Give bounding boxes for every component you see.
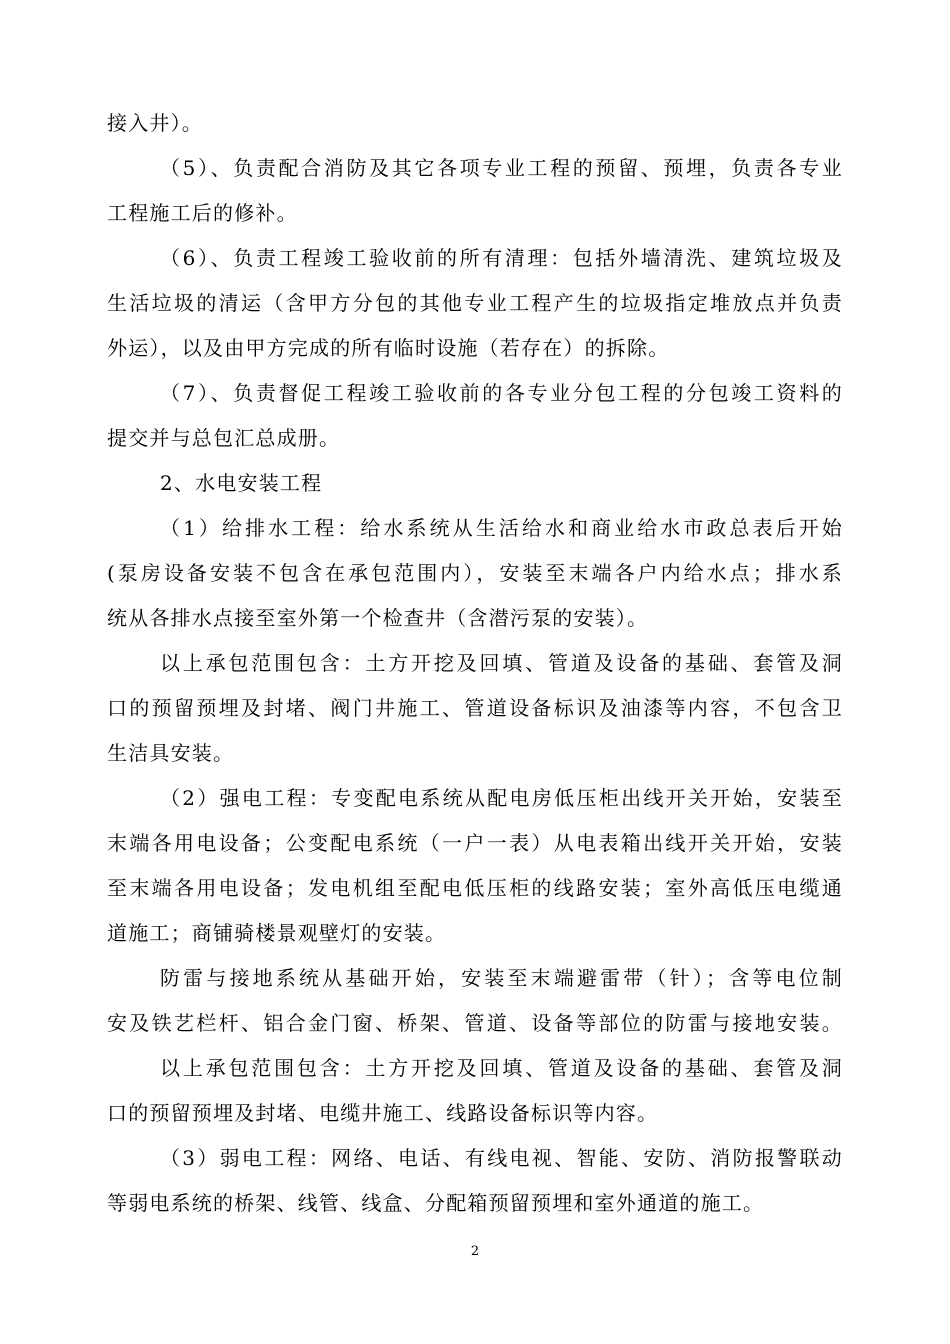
- text-line: 口的预留预埋及封堵、电缆井施工、线路设备标识等内容。: [107, 1101, 659, 1125]
- text-line: 工程施工后的修补。: [107, 201, 298, 225]
- text-line: （7）、负责督促工程竣工验收前的各专业分包工程的分包竣工资料的: [160, 381, 843, 405]
- text-line: 末端各用电设备；公变配电系统（一户一表）从电表箱出线开关开始，安装: [107, 831, 843, 855]
- text-line: （1）给排水工程：给水系统从生活给水和商业给水市政总表后开始: [160, 516, 843, 540]
- text-line: 外运），以及由甲方完成的所有临时设施（若存在）的拆除。: [107, 336, 670, 360]
- text-line: 防雷与接地系统从基础开始，安装至末端避雷带（针）；含等电位制: [160, 966, 843, 990]
- text-line: 以上承包范围包含：土方开挖及回填、管道及设备的基础、套管及洞: [160, 651, 843, 675]
- text-line: (泵房设备安装不包含在承包范围内），安装至末端各户内给水点；排水系: [107, 561, 843, 585]
- text-line: 至末端各用电设备；发电机组至配电低压柜的线路安装；室外高低压电缆通: [107, 876, 843, 900]
- text-line: （3）弱电工程：网络、电话、有线电视、智能、安防、消防报警联动: [160, 1146, 843, 1170]
- text-line: 安及铁艺栏杆、铝合金门窗、桥架、管道、设备等部位的防雷与接地安装。: [107, 1011, 843, 1035]
- text-line: 口的预留预埋及封堵、阀门井施工、管道设备标识及油漆等内容，不包含卫: [107, 696, 843, 720]
- text-line: （2）强电工程：专变配电系统从配电房低压柜出线开关开始，安装至: [160, 786, 843, 810]
- text-line: （6）、负责工程竣工验收前的所有清理：包括外墙清洗、建筑垃圾及: [160, 246, 843, 270]
- text-line: （5）、负责配合消防及其它各项专业工程的预留、预埋，负责各专业: [160, 156, 843, 180]
- text-line: 道施工；商铺骑楼景观壁灯的安装。: [107, 921, 447, 945]
- text-line: 等弱电系统的桥架、线管、线盒、分配箱预留预埋和室外通道的施工。: [107, 1191, 765, 1215]
- text-line: 提交并与总包汇总成册。: [107, 426, 341, 450]
- page-number: 2: [470, 1244, 480, 1259]
- text-line: 统从各排水点接至室外第一个检查井（含潜污泵的安装）。: [107, 606, 649, 630]
- text-line: 生活垃圾的清运（含甲方分包的其他专业工程产生的垃圾指定堆放点并负责: [107, 291, 843, 315]
- text-line: 以上承包范围包含：土方开挖及回填、管道及设备的基础、套管及洞: [160, 1056, 843, 1080]
- text-line: 生洁具安装。: [107, 741, 235, 765]
- section-heading: 2、水电安装工程: [160, 471, 323, 495]
- text-line: 接入井）。: [107, 111, 203, 135]
